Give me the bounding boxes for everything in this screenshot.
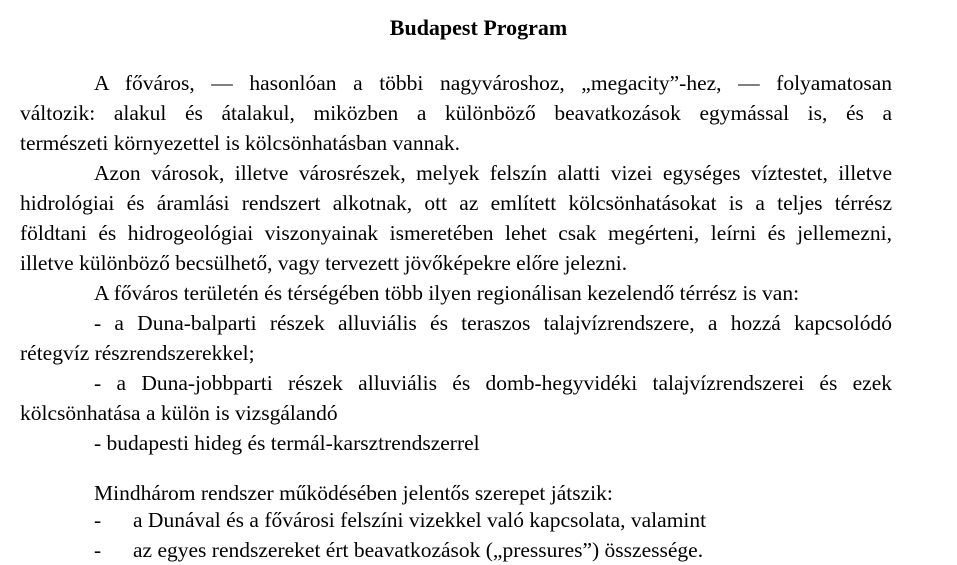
bullet-1-marker: - — [94, 508, 102, 532]
bullet-2-marker: - — [94, 538, 102, 562]
paragraph-3-line-1: A főváros területén és térségében több ilyen regionálisan kezelendő térrész is van: — [94, 281, 800, 305]
list-item-2-line-1: - a Duna-jobbparti részek alluviális és domb-hegyvidéki talajvízrendszerei és ezek — [94, 371, 892, 395]
document-title: Budapest Program — [389, 15, 568, 40]
bullet-1-text: a Dunával és a fővárosi felszíni vizekkel való kapcsolata, valamint — [133, 508, 707, 532]
paragraph-2-line-4: illetve különböző becsülhető, vagy tervezett jövőképekre előre jelezni. — [20, 251, 628, 275]
paragraph-2-line-2: hidrológiai és áramlási rendszert alkotnak, ott az említett kölcsönhatásokat is a teljes térrész — [20, 191, 892, 215]
list-item-3-line-1: - budapesti hideg és termál-karsztrendszerrel — [94, 431, 480, 455]
bullet-2-text: az egyes rendszereket ért beavatkozások („pressures”) összessége. — [133, 538, 704, 562]
paragraph-4-line-1: Mindhárom rendszer működésében jelentős szerepet játszik: — [94, 481, 613, 505]
list-item-1-line-2: rétegvíz részrendszerekkel; — [20, 341, 255, 365]
paragraph-1-line-2: változik: alakul és átalakul, miközben a különböző beavatkozások egymással is, és a — [20, 101, 892, 125]
list-item-2-line-2: kölcsönhatása a külön is vizsgálandó — [20, 401, 338, 425]
paragraph-1-line-3: természeti környezettel is kölcsönhatásban vannak. — [20, 131, 460, 155]
paragraph-2-line-1: Azon városok, illetve városrészek, melyek felszín alatti vizei egységes víztestet, illetve — [94, 161, 892, 185]
paragraph-1-line-1: A főváros, — hasonlóan a többi nagyvároshoz, „megacity”-hez, — folyamatosan — [94, 71, 892, 95]
paragraph-2-line-3: földtani és hidrogeológiai viszonyainak ismeretében lehet csak megérteni, leírni és jellemezni, — [20, 221, 892, 245]
list-item-1-line-1: - a Duna-balparti részek alluviális és teraszos talajvízrendszere, a hozzá kapcsolódó — [94, 311, 892, 335]
